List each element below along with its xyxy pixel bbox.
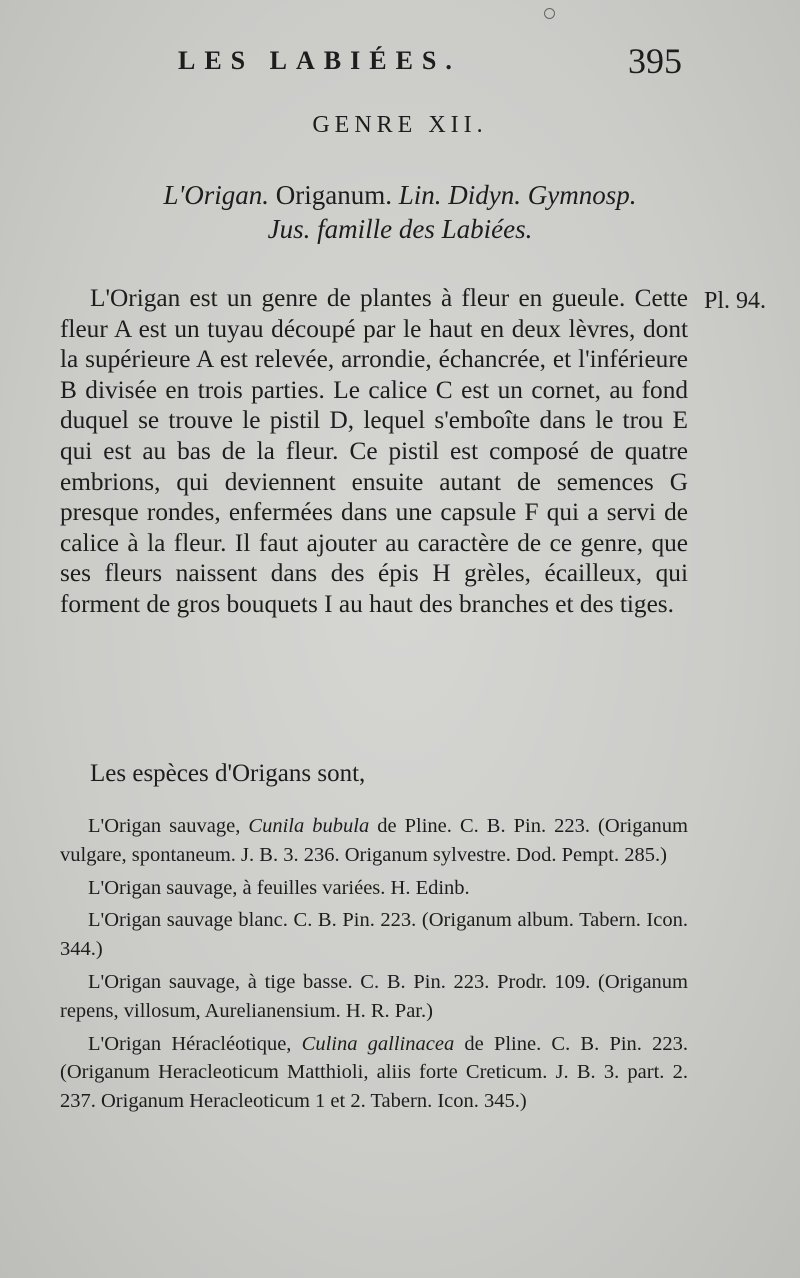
- running-title: LES LABIÉES.: [178, 46, 461, 75]
- species-entry-text: L'Origan sauvage blanc. C. B. Pin. 223. (Origanum album. Tabern. Icon. 344.): [60, 909, 688, 961]
- species-entry-text: L'Origan sauvage, à feuilles variées. H. Edinb.: [88, 876, 470, 899]
- species-entry: [60, 968, 688, 1026]
- species-entry-ref: de Pline. C. B. Pin. 223. (Origanum vulgare, spontaneum. J. B. 3. 236. Origanum sylvestre. Dod. Pempt. 285.): [60, 815, 689, 866]
- species-entry-text: L'Origan sauvage,: [88, 815, 249, 837]
- species-list: [60, 812, 688, 1120]
- genus-name-french: L'Origan.: [163, 180, 270, 210]
- genus-description: L'Origan est un genre de plantes à fleur en gueule. Cette fleur A est un tuyau découpé par le haut en deux lèvres, dont la supérieure A est relevée, arrondie, échancrée, et l'inférieure B divisée en trois parties. Le calice C est un cornet, au fond duquel se trouve le pistil D, lequel s'emboîte dans le trou E qui est au bas de la fleur. Ce pistil est composé de quatre embrions, qui deviennent ensuite autant de semences G presque rondes, enfermées dans une capsule F qui a servi de calice à la fleur. Il faut ajouter au caractère de ce genre, que ses fleurs naissent dans des épis H grèles, écailleux, qui forment de gros bouquets I au haut des branches et des tiges.: [60, 284, 688, 618]
- family-reference: Jus. famille des Labiées.: [267, 214, 533, 244]
- species-entry: [60, 812, 688, 870]
- species-entry-ref: de Pline. C. B. Pin. 223. (Origanum Heracleoticum Matthioli, aliis forte Creticum. J. B. 3. part. 2. 237. Origanum Heracleoticum 1 et 2. Tabern. Icon. 345.): [60, 1032, 688, 1113]
- species-entry: [60, 874, 688, 903]
- species-entry-text: L'Origan Héracléotique,: [88, 1032, 302, 1055]
- genus-title: [0, 180, 800, 211]
- running-head: [0, 40, 800, 90]
- linnaeus-reference: Lin. Didyn. Gymnosp.: [398, 180, 637, 210]
- plate-reference: Pl. 94.: [704, 288, 767, 314]
- species-entry-text: L'Origan sauvage, à tige basse. C. B. Pin. 223. Prodr. 109. (Origanum repens, villosum, Aurelianensium. H. R. Par.): [60, 970, 688, 1022]
- paper-hole: [544, 8, 555, 19]
- species-entry-latin: Culina gallinacea: [301, 1032, 455, 1055]
- species-heading: Les espèces d'Origans sont,: [90, 760, 366, 787]
- species-entry-latin: Cunila bubula: [248, 815, 370, 837]
- species-entry: [60, 1030, 688, 1116]
- genre-heading: GENRE XII.: [312, 112, 488, 138]
- genus-name-latin: Origanum.: [269, 180, 399, 210]
- page-number: 395: [628, 41, 682, 81]
- species-entry: [60, 906, 688, 964]
